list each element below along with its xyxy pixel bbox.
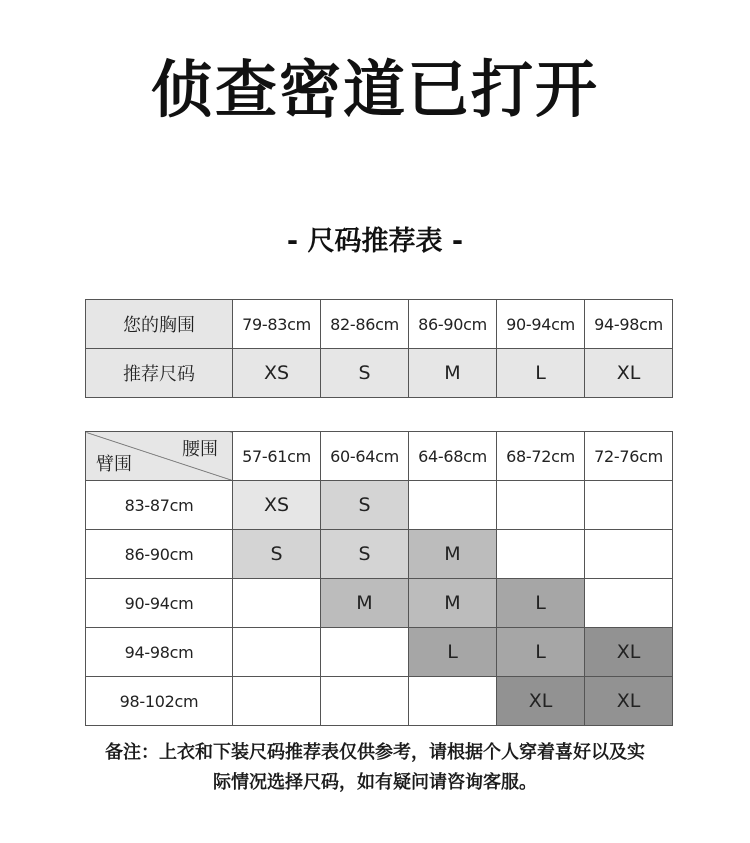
waist-range-row bbox=[86, 432, 673, 481]
arm-range-cell: 90-94cm bbox=[86, 579, 233, 628]
chest-range-cell: 82-86cm bbox=[321, 300, 409, 349]
size-cell: XS bbox=[233, 349, 321, 398]
chest-size-table bbox=[85, 299, 673, 398]
arm-header-label: 臂围 bbox=[96, 454, 132, 475]
size-cell: S bbox=[321, 349, 409, 398]
table-row bbox=[86, 530, 673, 579]
chest-range-cell: 90-94cm bbox=[497, 300, 585, 349]
waist-range-cell: 64-68cm bbox=[409, 432, 497, 481]
waist-range-cell: 72-76cm bbox=[585, 432, 673, 481]
size-cell: S bbox=[233, 530, 321, 579]
table-row bbox=[86, 579, 673, 628]
recommended-size-row bbox=[86, 349, 673, 398]
chest-row-header: 您的胸围 bbox=[86, 300, 233, 349]
waist-range-cell: 68-72cm bbox=[497, 432, 585, 481]
empty-cell bbox=[409, 481, 497, 530]
size-cell: M bbox=[409, 579, 497, 628]
chest-range-row bbox=[86, 300, 673, 349]
size-cell: M bbox=[321, 579, 409, 628]
size-cell: S bbox=[321, 530, 409, 579]
waist-arm-size-table bbox=[85, 431, 673, 726]
arm-range-cell: 98-102cm bbox=[86, 677, 233, 726]
arm-range-cell: 86-90cm bbox=[86, 530, 233, 579]
size-cell: XL bbox=[497, 677, 585, 726]
size-cell: XL bbox=[585, 349, 673, 398]
empty-cell bbox=[585, 579, 673, 628]
size-cell: L bbox=[497, 628, 585, 677]
chest-range-cell: 86-90cm bbox=[409, 300, 497, 349]
remark-line-1: 备注：上衣和下装尺码推荐表仅供参考，请根据个人穿着喜好以及实 bbox=[105, 742, 645, 763]
remark-line-2: 际情况选择尺码，如有疑问请咨询客服。 bbox=[213, 772, 537, 793]
empty-cell bbox=[585, 530, 673, 579]
empty-cell bbox=[233, 628, 321, 677]
table-row bbox=[86, 628, 673, 677]
waist-range-cell: 60-64cm bbox=[321, 432, 409, 481]
table-row bbox=[86, 677, 673, 726]
waist-header-label: 腰围 bbox=[182, 439, 218, 460]
remark-note bbox=[40, 738, 710, 798]
size-cell: S bbox=[321, 481, 409, 530]
chest-range-cell: 79-83cm bbox=[233, 300, 321, 349]
arm-range-cell: 83-87cm bbox=[86, 481, 233, 530]
corner-header-cell bbox=[86, 432, 233, 481]
size-cell: L bbox=[497, 579, 585, 628]
table-row bbox=[86, 481, 673, 530]
size-cell: M bbox=[409, 530, 497, 579]
section-title: - 尺码推荐表 - bbox=[286, 226, 464, 257]
empty-cell bbox=[585, 481, 673, 530]
headline: 侦查密道已打开 bbox=[150, 53, 599, 126]
size-cell: XL bbox=[585, 677, 673, 726]
size-cell: XL bbox=[585, 628, 673, 677]
empty-cell bbox=[233, 677, 321, 726]
empty-cell bbox=[497, 530, 585, 579]
empty-cell bbox=[497, 481, 585, 530]
waist-range-cell: 57-61cm bbox=[233, 432, 321, 481]
empty-cell bbox=[233, 579, 321, 628]
empty-cell bbox=[321, 677, 409, 726]
empty-cell bbox=[321, 628, 409, 677]
arm-range-cell: 94-98cm bbox=[86, 628, 233, 677]
size-cell: M bbox=[409, 349, 497, 398]
size-cell: L bbox=[497, 349, 585, 398]
recommended-size-header: 推荐尺码 bbox=[86, 349, 233, 398]
size-cell: XS bbox=[233, 481, 321, 530]
chest-range-cell: 94-98cm bbox=[585, 300, 673, 349]
empty-cell bbox=[409, 677, 497, 726]
size-cell: L bbox=[409, 628, 497, 677]
